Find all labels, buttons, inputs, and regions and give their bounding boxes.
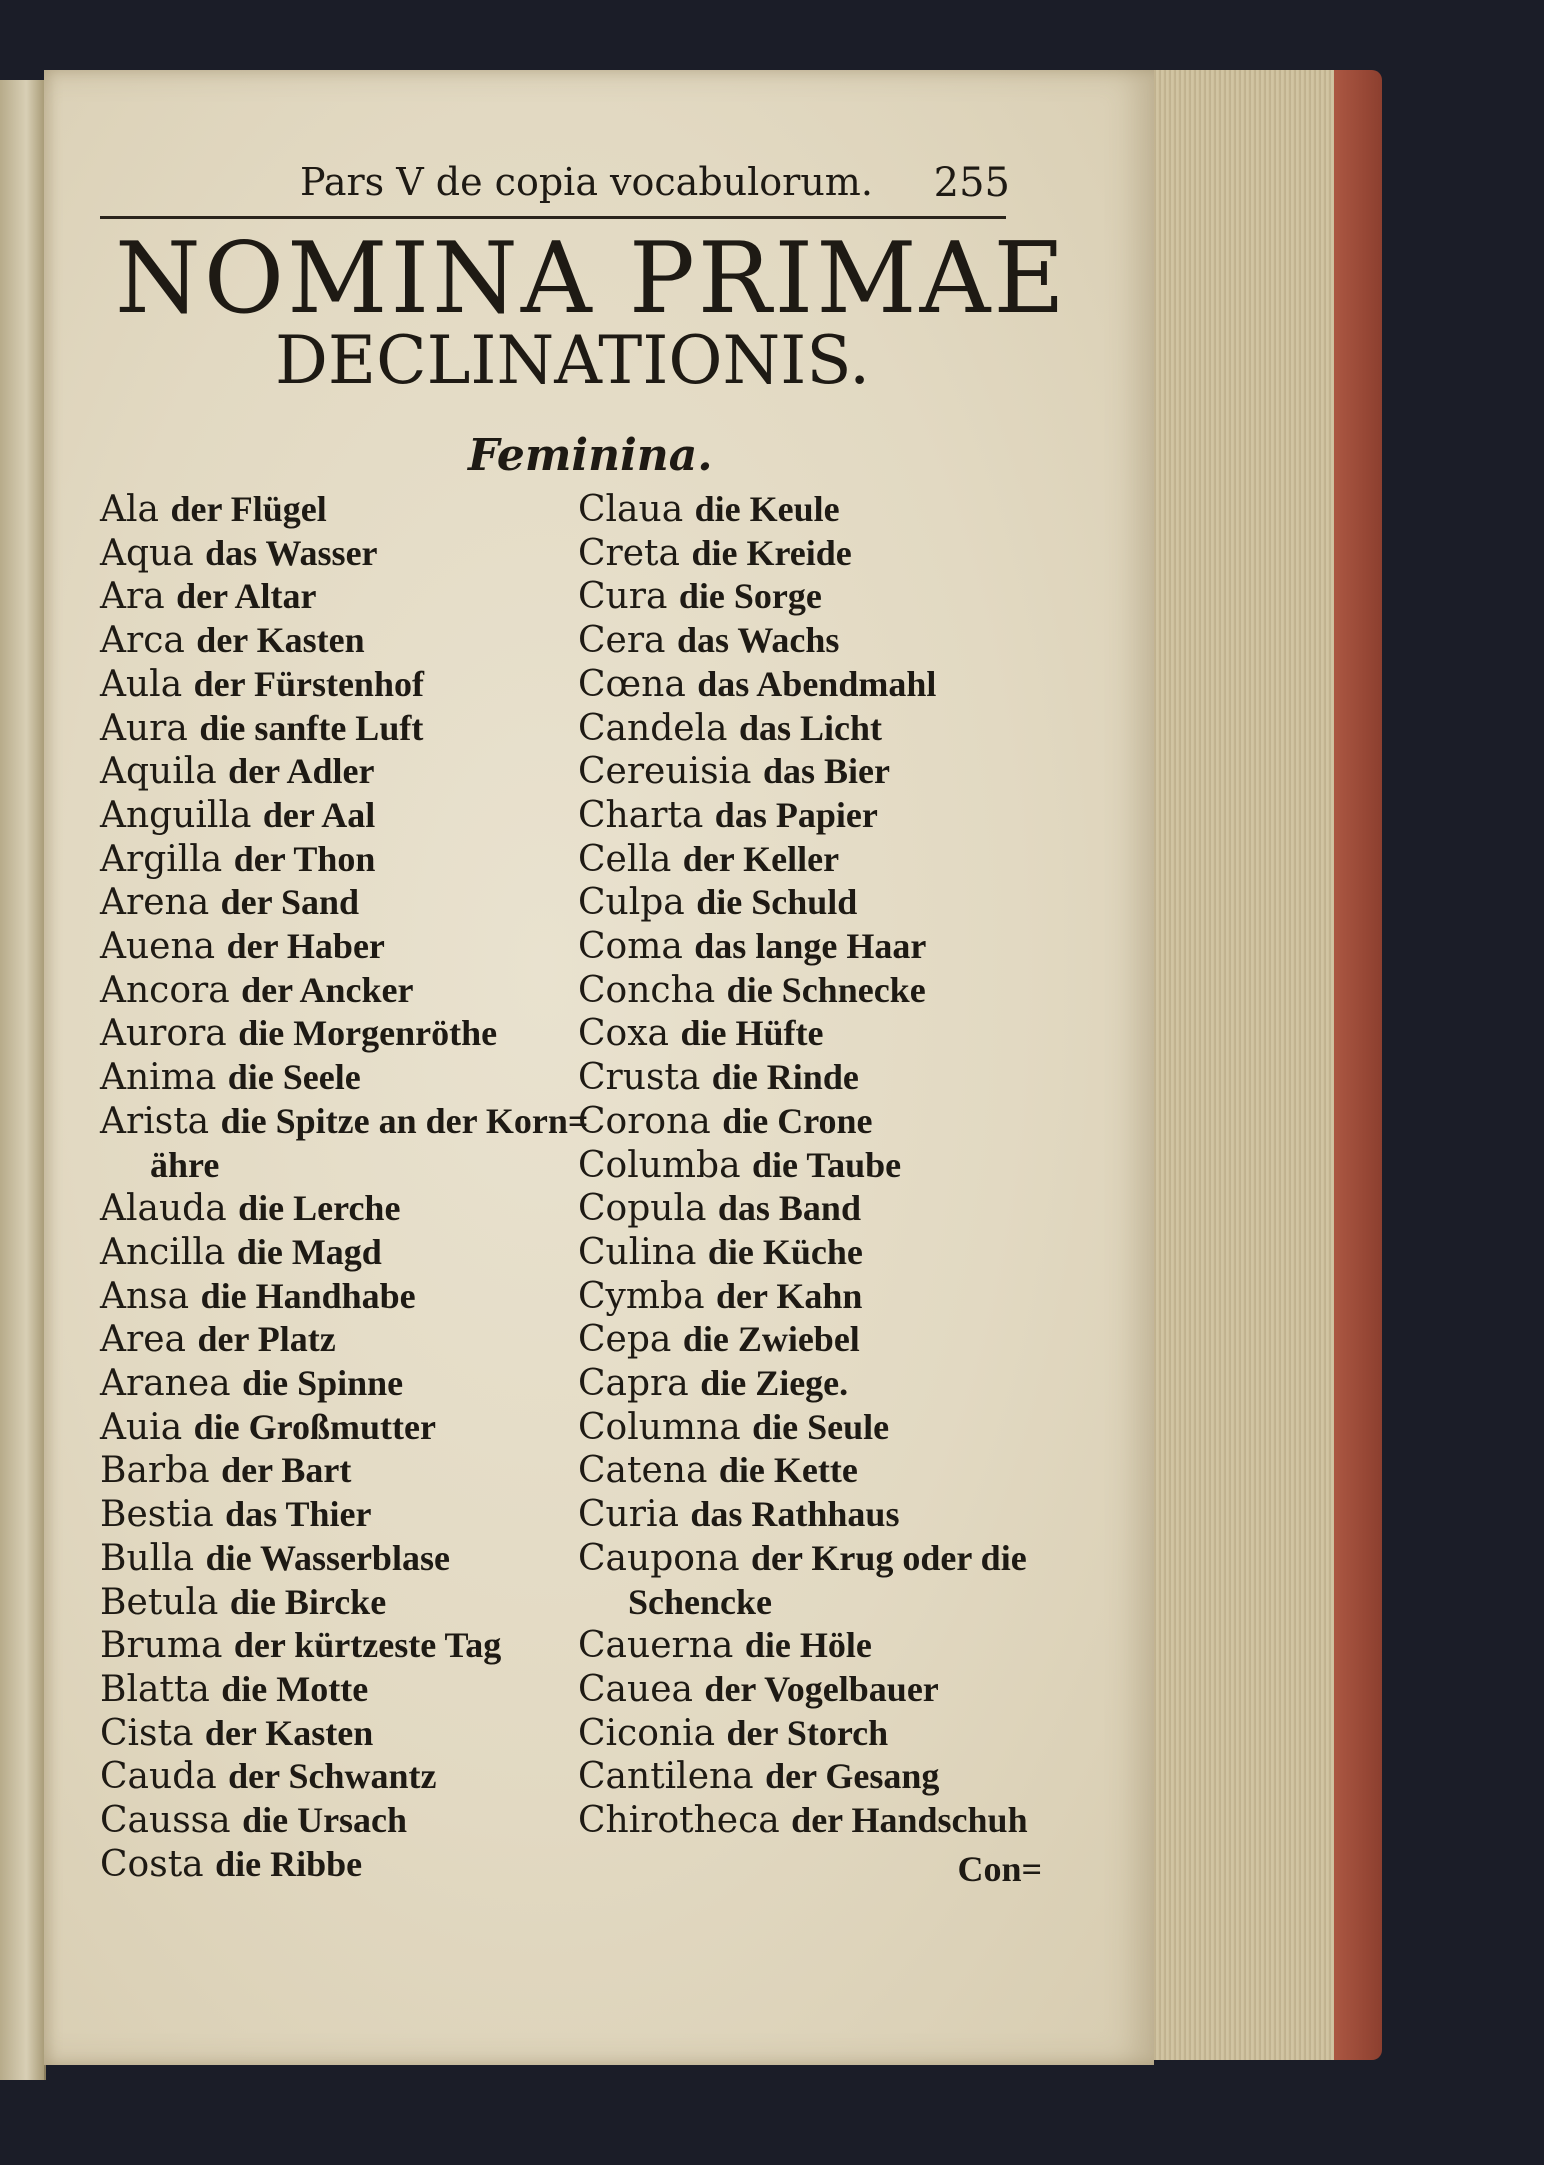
vocabulary-entry (578, 707, 1048, 751)
german-translation: der Flügel (170, 489, 327, 529)
latin-word: Cymba (578, 1275, 705, 1317)
german-translation: die Seule (752, 1406, 890, 1447)
vocabulary-entry (578, 1362, 1048, 1406)
vocabulary-entry (100, 1187, 570, 1231)
vocabulary-entry (578, 488, 1048, 532)
vocabulary-entry (100, 1056, 570, 1100)
latin-word: Blatta (100, 1668, 210, 1710)
latin-word: Charta (578, 794, 704, 836)
german-translation: die Kette (718, 1450, 858, 1491)
latin-word: Coma (578, 926, 683, 968)
latin-word: Bulla (100, 1537, 195, 1579)
latin-word: Ancilla (100, 1231, 226, 1273)
german-translation: der Ancker (241, 969, 414, 1010)
vocabulary-entry (100, 663, 570, 707)
german-translation: das Bier (762, 751, 890, 792)
latin-word: Claua (578, 489, 684, 530)
vocabulary-entry (578, 750, 1048, 794)
vocabulary-entry (100, 619, 570, 663)
german-translation: die Sorge (678, 576, 822, 617)
vocabulary-entry (100, 1712, 570, 1756)
german-translation: der Platz (197, 1319, 336, 1360)
vocabulary-entry (578, 1624, 1048, 1668)
vocabulary-entry (578, 1581, 1048, 1625)
latin-word: Barba (100, 1450, 210, 1492)
german-translation: der Gesang (765, 1756, 940, 1797)
latin-word: Cereuisia (578, 751, 752, 793)
page-title-line-2: DECLINATIONIS. (275, 322, 871, 399)
vocabulary-column-right (578, 488, 1048, 1843)
german-translation: der kürtzeste Tag (233, 1625, 502, 1666)
vocabulary-entry (578, 925, 1048, 969)
running-title: Pars V de copia vocabulorum. (300, 160, 873, 204)
german-translation: der Kasten (204, 1712, 374, 1753)
vocabulary-entry (100, 1100, 589, 1144)
latin-word: Catena (578, 1450, 708, 1492)
latin-word: Cepa (578, 1319, 672, 1361)
latin-word: Cera (578, 620, 666, 662)
latin-word: Cœna (578, 663, 686, 705)
german-translation: die Ribbe (215, 1843, 363, 1884)
german-translation: die Morgenröthe (238, 1013, 498, 1054)
german-translation: das Licht (738, 707, 883, 748)
german-translation: der Kahn (715, 1275, 863, 1316)
latin-word: Aurora (100, 1013, 227, 1055)
vocabulary-entry (578, 1100, 1048, 1144)
latin-word: Coxa (578, 1013, 669, 1055)
german-translation: die Crone (722, 1100, 873, 1141)
vocabulary-entry (100, 1012, 570, 1056)
latin-word: Columna (578, 1406, 741, 1448)
latin-word: Copula (578, 1188, 707, 1230)
latin-word: Concha (578, 969, 716, 1011)
vocabulary-entry (100, 1449, 570, 1493)
german-translation: die Schnecke (726, 969, 926, 1010)
german-translation: die Spinne (242, 1363, 404, 1404)
german-translation: der Handschuh (791, 1800, 1028, 1841)
german-translation: der Haber (226, 926, 385, 967)
latin-word: Cella (578, 838, 672, 880)
latin-word: Ciconia (578, 1712, 716, 1754)
vocabulary-entry (578, 881, 1048, 925)
german-translation: die Großmutter (193, 1406, 436, 1447)
vocabulary-entry (100, 881, 570, 925)
vocabulary-entry (578, 532, 1048, 576)
latin-word: Ara (100, 576, 165, 618)
german-translation: der Keller (682, 838, 840, 879)
catchword: Con= (957, 1849, 1042, 1889)
german-translation: die Motte (221, 1668, 369, 1709)
latin-word: Cauerna (578, 1625, 734, 1667)
german-translation: die Bircke (229, 1581, 387, 1622)
vocabulary-entry (100, 1406, 570, 1450)
german-translation: die Küche (707, 1231, 863, 1272)
header-rule (100, 216, 1006, 219)
vocabulary-entry (100, 1537, 570, 1581)
german-translation: die Zwiebel (682, 1319, 860, 1360)
page-block-edge (1150, 70, 1334, 2060)
latin-word: Arena (100, 882, 210, 924)
german-translation: die Hüfte (680, 1013, 824, 1054)
vocabulary-entry (100, 1755, 570, 1799)
german-translation: ähre (150, 1144, 220, 1185)
vocabulary-entry (578, 1537, 1048, 1581)
latin-word: Cauda (100, 1756, 217, 1798)
latin-word: Auia (100, 1406, 183, 1448)
page-number: 255 (933, 160, 1010, 206)
vocabulary-entry (578, 1755, 1048, 1799)
german-translation: die sanfte Luft (199, 707, 424, 748)
german-translation: die Höle (744, 1625, 872, 1666)
german-translation: der Sand (220, 882, 360, 923)
german-translation: der Fürstenhof (193, 663, 424, 704)
vocabulary-entry (100, 1144, 570, 1188)
latin-word: Curia (578, 1494, 679, 1536)
latin-word: Cista (100, 1712, 194, 1754)
latin-word: Ala (100, 489, 159, 530)
latin-word: Bestia (100, 1494, 214, 1536)
german-translation: der Storch (726, 1712, 889, 1753)
vocabulary-entry (578, 1187, 1048, 1231)
latin-word: Culina (578, 1231, 697, 1273)
german-translation: die Ziege. (700, 1363, 849, 1404)
german-translation: die Handhabe (200, 1275, 416, 1316)
vocabulary-column-left (100, 488, 589, 1887)
german-translation: der Aal (262, 794, 376, 835)
german-translation: das lange Haar (694, 926, 927, 967)
german-translation: der Krug oder die (751, 1537, 1027, 1578)
vocabulary-entry (578, 969, 1048, 1013)
latin-word: Alauda (100, 1188, 227, 1230)
vocabulary-entry (100, 1799, 570, 1843)
running-header (250, 160, 1010, 210)
german-translation: die Seele (227, 1057, 361, 1098)
vocabulary-entry (100, 1668, 570, 1712)
latin-word: Aura (100, 707, 188, 749)
german-translation: der Altar (176, 576, 317, 617)
latin-word: Aqua (100, 532, 194, 574)
vocabulary-entry (578, 1799, 1048, 1843)
latin-word: Capra (578, 1363, 689, 1405)
latin-word: Auena (100, 926, 216, 968)
latin-word: Caussa (100, 1800, 231, 1842)
german-translation: der Thon (233, 838, 376, 879)
latin-word: Betula (100, 1581, 219, 1623)
latin-word: Ancora (100, 969, 230, 1011)
latin-word: Cura (578, 576, 668, 618)
vocabulary-entry (100, 838, 570, 882)
latin-word: Argilla (100, 838, 223, 880)
vocabulary-entry (100, 925, 570, 969)
latin-word: Bruma (100, 1625, 223, 1667)
german-translation: das Wachs (676, 620, 840, 661)
vocabulary-entry (100, 532, 570, 576)
vocabulary-entry (100, 1493, 570, 1537)
latin-word: Arista (100, 1100, 210, 1142)
german-translation: das Papier (714, 794, 878, 835)
vocabulary-entry (100, 969, 570, 1013)
vocabulary-entry (100, 1362, 570, 1406)
latin-word: Anima (100, 1057, 217, 1099)
latin-word: Ansa (100, 1275, 190, 1317)
vocabulary-entry (100, 1275, 570, 1319)
vocabulary-entry (578, 1493, 1048, 1537)
german-translation: das Abendmahl (697, 663, 937, 704)
vocabulary-entry (100, 1624, 570, 1668)
latin-word: Aranea (100, 1363, 231, 1405)
german-translation: die Magd (236, 1231, 382, 1272)
vocabulary-entry (100, 1581, 570, 1625)
vocabulary-entry (578, 619, 1048, 663)
vocabulary-entry (578, 663, 1048, 707)
german-translation: das Thier (225, 1494, 372, 1535)
german-translation: die Taube (752, 1144, 902, 1185)
vocabulary-entry (578, 1712, 1048, 1756)
latin-word: Area (100, 1319, 186, 1361)
latin-word: Caupona (578, 1537, 740, 1579)
vocabulary-entry (578, 1318, 1048, 1362)
german-translation: Schencke (628, 1581, 772, 1622)
vocabulary-entry (578, 575, 1048, 619)
german-translation: die Kreide (691, 532, 852, 573)
vocabulary-entry (100, 1318, 570, 1362)
vocabulary-entry (578, 1275, 1048, 1319)
vocabulary-entry (578, 1668, 1048, 1712)
vocabulary-entry (578, 1449, 1048, 1493)
vocabulary-entry (100, 794, 570, 838)
latin-word: Candela (578, 707, 728, 749)
german-translation: der Schwantz (228, 1756, 437, 1797)
latin-word: Aquila (100, 751, 217, 793)
latin-word: Culpa (578, 882, 685, 924)
latin-word: Cauea (578, 1668, 693, 1710)
vocabulary-entry (100, 1843, 570, 1887)
facing-page-edge (0, 80, 46, 2080)
latin-word: Cantilena (578, 1756, 754, 1798)
latin-word: Creta (578, 532, 680, 574)
vocabulary-entry (100, 575, 570, 619)
german-translation: der Kasten (196, 620, 365, 661)
vocabulary-entry (100, 1231, 570, 1275)
vocabulary-entry (100, 488, 570, 532)
german-translation: die Schuld (696, 882, 858, 923)
german-translation: der Adler (228, 751, 375, 792)
german-translation: der Bart (221, 1450, 352, 1491)
german-translation: die Ursach (242, 1800, 408, 1841)
vocabulary-entry (578, 1012, 1048, 1056)
latin-word: Chirotheca (578, 1800, 780, 1842)
vocabulary-entry (578, 1231, 1048, 1275)
latin-word: Aula (100, 663, 183, 705)
latin-word: Crusta (578, 1057, 701, 1099)
german-translation: das Rathhaus (690, 1494, 900, 1535)
vocabulary-entry (100, 707, 570, 751)
vocabulary-entry (578, 1406, 1048, 1450)
latin-word: Arca (100, 620, 185, 662)
german-translation: die Lerche (238, 1188, 401, 1229)
page-title-line-1: NOMINA PRIMAE (115, 222, 1068, 336)
latin-word: Anguilla (100, 794, 252, 836)
vocabulary-entry (578, 838, 1048, 882)
latin-word: Costa (100, 1843, 204, 1885)
german-translation: das Wasser (205, 532, 378, 573)
german-translation: die Wasserblase (205, 1537, 450, 1578)
german-translation: der Vogelbauer (704, 1668, 939, 1709)
german-translation: die Rinde (711, 1057, 859, 1098)
latin-word: Corona (578, 1100, 711, 1142)
vocabulary-entry (578, 794, 1048, 838)
german-translation: das Band (717, 1188, 861, 1229)
section-heading: Feminina. (468, 430, 713, 481)
german-translation: die Spitze an der Korn= (220, 1100, 589, 1141)
vocabulary-entry (100, 750, 570, 794)
vocabulary-entry (578, 1144, 1048, 1188)
latin-word: Columba (578, 1144, 741, 1186)
vocabulary-entry (578, 1056, 1048, 1100)
german-translation: die Keule (694, 489, 840, 529)
